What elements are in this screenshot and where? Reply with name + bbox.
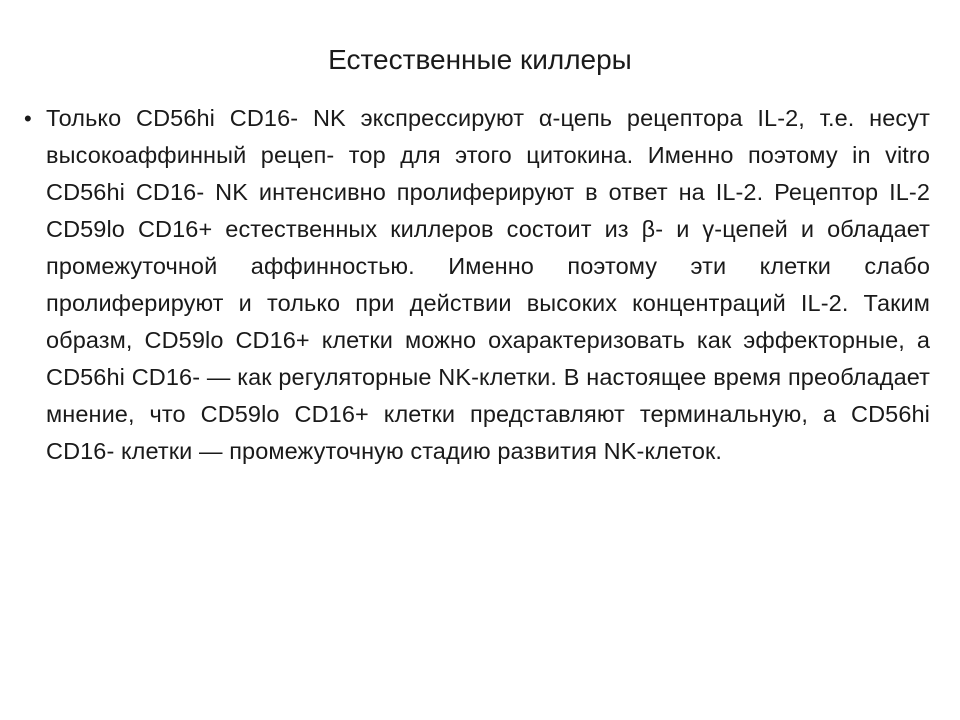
bullet-list [24, 100, 930, 470]
bullet-text: Только CD56hi CD16- NK экспрессируют α-цепь рецептора IL-2, т.е. несут высокоаффинный рецеп- тор для этого цитокина. Именно поэтому in vitro CD56hi CD16- NK интенсивно пролиферируют в ответ на IL-2. Рецептор IL-2 CD59lo CD16+ естественных киллеров состоит из β- и γ-цепей и обладает промежуточной аффинностью. Именно поэтому эти клетки слабо пролиферируют и только при действии высоких концентраций IL-2. Таким образм, CD59lo CD16+ клетки можно охарактеризовать как эффекторные, а CD56hi CD16- — как регуляторные NK-клетки. В настоящее время преобладает мнение, что CD59lo CD16+ клетки представляют терминальную, а CD56hi CD16- клетки — промежуточную стадию развития NK-клеток. [46, 105, 930, 464]
bullet-marker: • [24, 106, 32, 131]
slide-title: Естественные киллеры [328, 44, 632, 75]
bullet-item [24, 100, 930, 470]
